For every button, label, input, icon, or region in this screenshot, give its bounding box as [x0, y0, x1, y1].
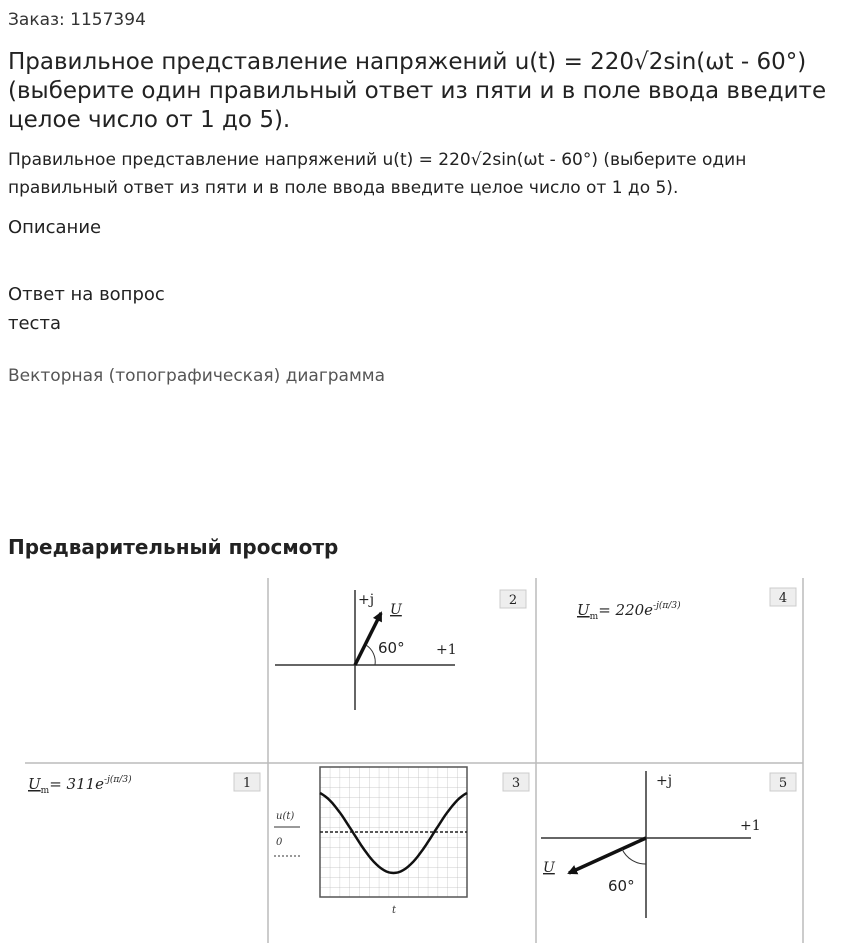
answer-options-figure: [0, 575, 847, 943]
preview-heading: Предварительный просмотр: [8, 535, 339, 559]
cell-number-5: 5: [778, 776, 788, 791]
cell-3-y-label-top: u(t): [276, 811, 295, 822]
answer-value: Векторная (топографическая) диаграмма: [8, 366, 386, 386]
answer-heading: Ответ на вопрос теста: [8, 284, 165, 334]
cell-2-vector-label: U: [390, 602, 402, 618]
cell-5-angle: 60°: [608, 877, 635, 895]
cell-2-axis-x: +1: [436, 642, 457, 658]
svg-text:Um= 311e-j(π/3): $U_m= 311e^{-j(\pi/3)}$: [28, 775, 132, 796]
cell-3-graph: [274, 767, 467, 916]
question-title: Правильное представление напряжений u(t) = 220√2sin(ωt - 60°) (выберите один правильный ответ из пяти и в поле ввода введите целое число от 1 до 5).: [8, 49, 827, 133]
cell-5-axis-x: +1: [740, 818, 761, 834]
cell-5-phasor: [541, 771, 761, 918]
cell-1-formula: [28, 774, 132, 796]
question-description: Правильное представление напряжений u(t) = 220√2sin(ωt - 60°) (выберите один правильный ответ из пяти и в поле ввода введите целое число от 1 до 5).: [8, 150, 747, 198]
cell-2-phasor: [275, 590, 457, 710]
cell-5-vector-label: U: [543, 860, 555, 876]
cell-number-3: 3: [511, 776, 521, 791]
cell-3-y-label-bottom: 0: [276, 837, 283, 848]
cell-number-2: 2: [508, 593, 518, 608]
cell-4-formula: [577, 600, 681, 622]
cell-2-axis-y: +j: [358, 592, 375, 608]
description-heading: Описание: [8, 217, 102, 238]
preview-image: [0, 575, 847, 943]
cell-2-angle: 60°: [378, 639, 405, 657]
cell-number-boxes: [234, 588, 796, 791]
cell-3-x-label: t: [392, 905, 397, 916]
cell-5-axis-y: +j: [656, 773, 673, 789]
cell-number-1: 1: [242, 776, 252, 791]
order-number: Заказ: 1157394: [8, 10, 146, 30]
cell-number-4: 4: [778, 591, 788, 606]
svg-text:Um= 220e-j(π/3): $U_m= 220e^{-j(\pi/3)}$: [577, 601, 681, 622]
